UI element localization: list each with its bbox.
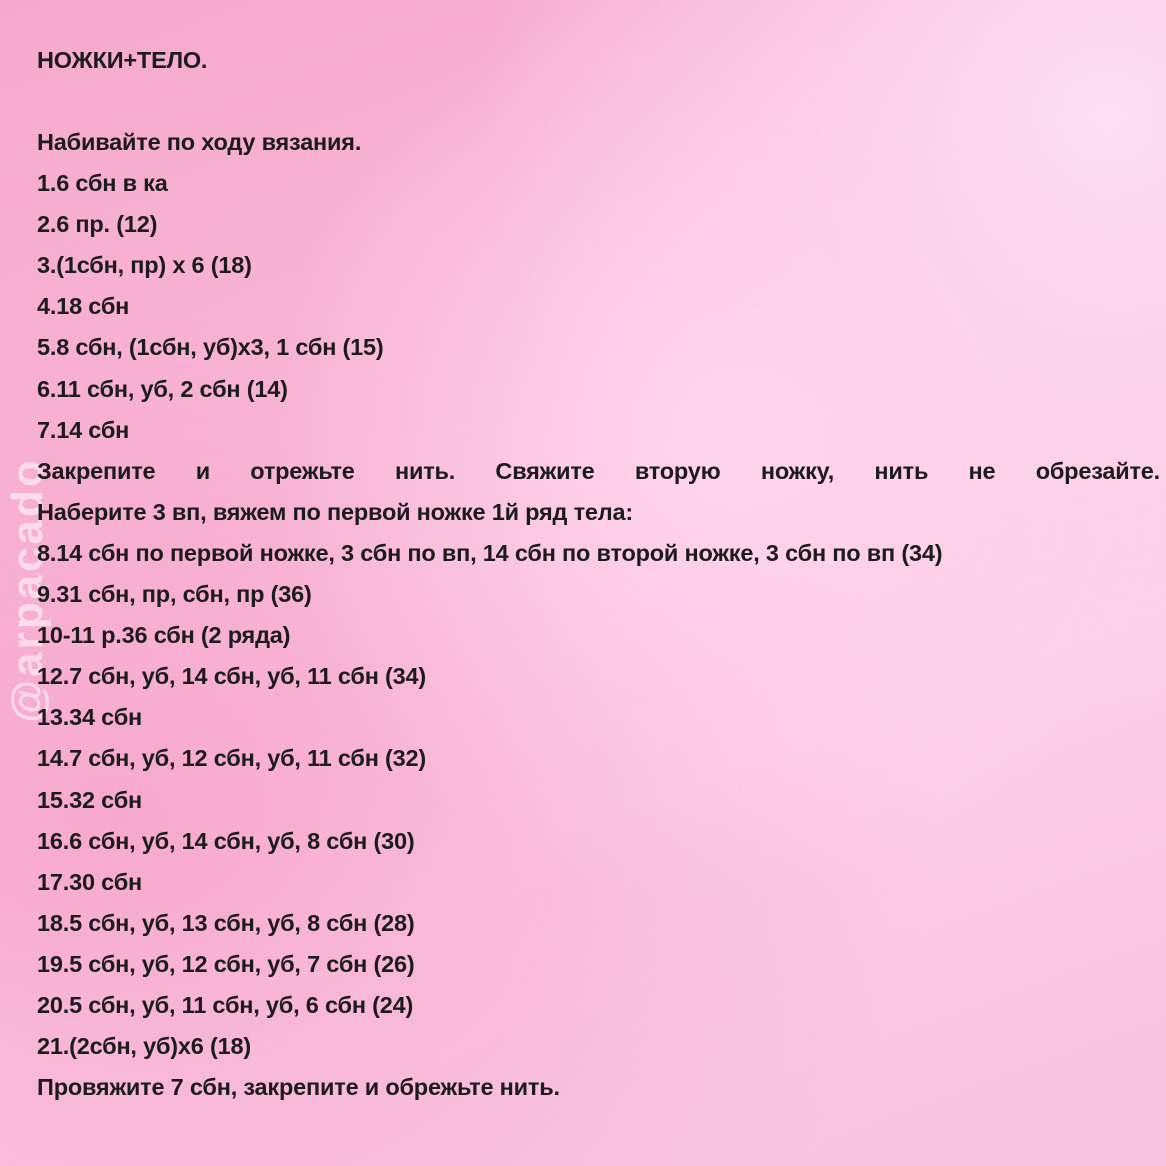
pattern-row: 10-11 р.36 сбн (2 ряда)	[37, 622, 291, 649]
pattern-row: 18.5 сбн, уб, 13 сбн, уб, 8 сбн (28)	[37, 909, 415, 936]
pattern-row: 13.34 сбн	[37, 704, 143, 731]
pattern-row: 21.(2сбн, уб)х6 (18)	[37, 1033, 251, 1060]
pattern-row: 12.7 сбн, уб, 14 сбн, уб, 11 сбн (34)	[37, 663, 427, 690]
pattern-row: 20.5 сбн, уб, 11 сбн, уб, 6 сбн (24)	[37, 991, 414, 1018]
pattern-row: 8.14 сбн по первой ножке, 3 сбн по вп, 14 сбн по второй ножке, 3 сбн по вп (34)	[37, 539, 943, 566]
pattern-row: 5.8 сбн, (1сбн, уб)х3, 1 сбн (15)	[37, 334, 384, 361]
pattern-row: 3.(1сбн, пр) х 6 (18)	[37, 252, 252, 279]
pattern-row: 2.6 пр. (12)	[37, 211, 158, 238]
pattern-row: 17.30 сбн	[37, 868, 143, 895]
pattern-document	[37, 40, 1160, 1108]
instruction-text: Провяжите 7 сбн, закрепите и обрежьте нить.	[37, 1074, 560, 1101]
pattern-row: 14.7 сбн, уб, 12 сбн, уб, 11 сбн (32)	[37, 745, 427, 772]
intro-text: Набивайте по ходу вязания.	[37, 129, 362, 155]
pattern-row: 1.6 сбн в ка	[37, 170, 168, 197]
instruction-text: Закрепите и отрежьте нить. Свяжите вторую ножку, нить не обрезайте.	[37, 457, 1160, 484]
pattern-row: 6.11 сбн, уб, 2 сбн (14)	[37, 375, 288, 402]
pattern-row: 16.6 сбн, уб, 14 сбн, уб, 8 сбн (30)	[37, 827, 415, 854]
watermark-text: @arpacado	[3, 457, 52, 723]
instruction-text: Наберите 3 вп, вяжем по первой ножке 1й ряд тела:	[37, 498, 633, 525]
pattern-row: 7.14 сбн	[37, 416, 130, 443]
pattern-row: 19.5 сбн, уб, 12 сбн, уб, 7 сбн (26)	[37, 950, 415, 977]
section-title: НОЖКИ+ТЕЛО.	[37, 47, 208, 73]
pattern-row: 4.18 сбн	[37, 293, 130, 320]
pattern-row: 9.31 сбн, пр, сбн, пр (36)	[37, 581, 312, 608]
pattern-row: 15.32 сбн	[37, 786, 143, 813]
